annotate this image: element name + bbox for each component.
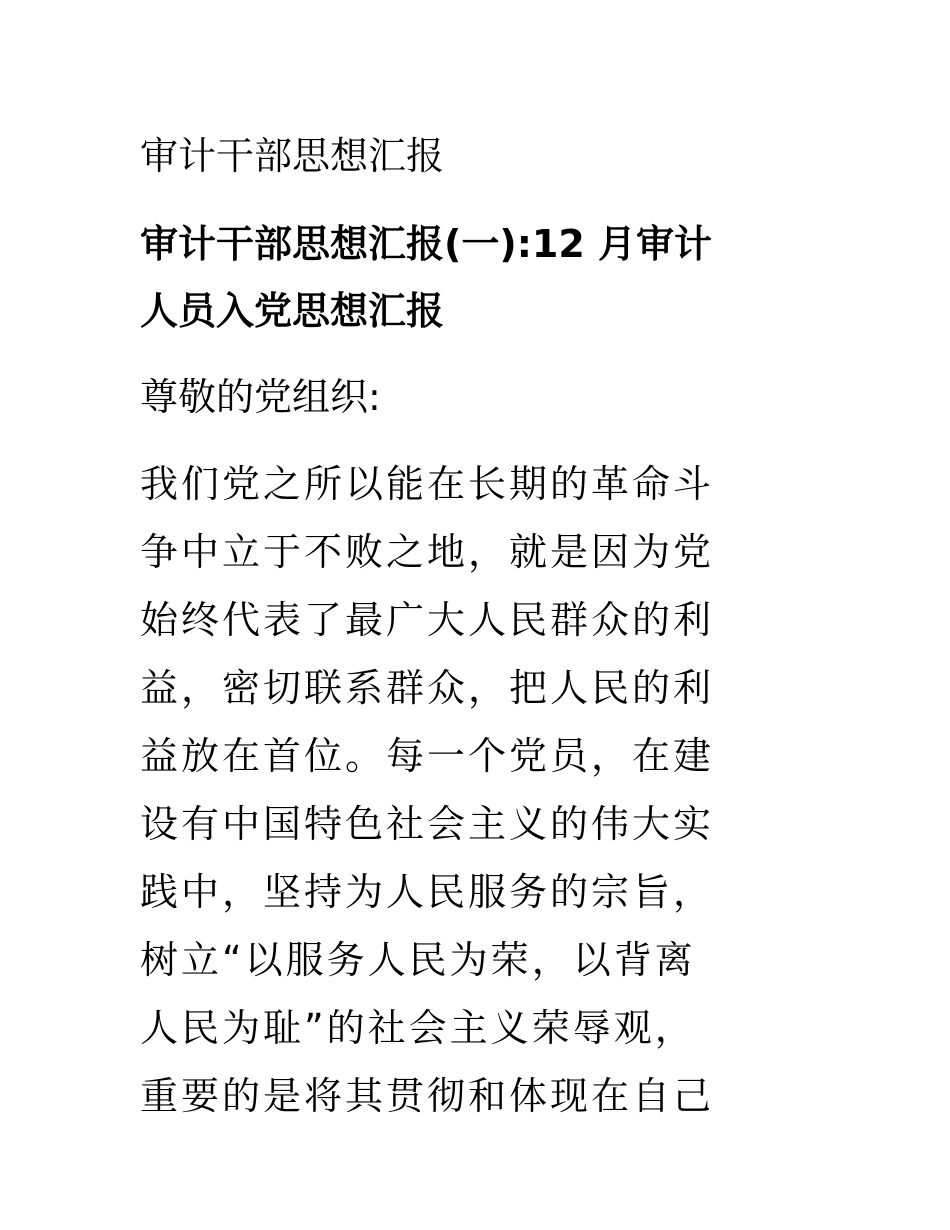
subtitle-line-1: 审计干部思想汇报(一):12 月审计: [140, 222, 713, 266]
body-line-10: 重要的是将其贯彻和体现在自己: [140, 1074, 715, 1118]
body-line-8: 树立“以服务人民为荣，以背离: [140, 938, 696, 982]
body-line-2: 争中立于不败之地，就是因为党: [140, 530, 715, 574]
subtitle-line-2: 人员入党思想汇报: [140, 289, 445, 333]
body-line-9: 人民为耻”的社会主义荣辱观，: [140, 1006, 696, 1050]
body-line-7: 践中，坚持为人民服务的宗旨，: [140, 870, 715, 914]
body-line-1: 我们党之所以能在长期的革命斗: [140, 462, 715, 506]
body-line-5: 益放在首位。每一个党员，在建: [140, 734, 715, 778]
document-title: 审计干部思想汇报: [140, 134, 445, 178]
body-line-4: 益，密切联系群众，把人民的利: [140, 666, 715, 710]
salutation: 尊敬的党组织:: [140, 375, 381, 419]
body-line-6: 设有中国特色社会主义的伟大实: [140, 802, 715, 846]
body-line-3: 始终代表了最广大人民群众的利: [140, 598, 715, 642]
